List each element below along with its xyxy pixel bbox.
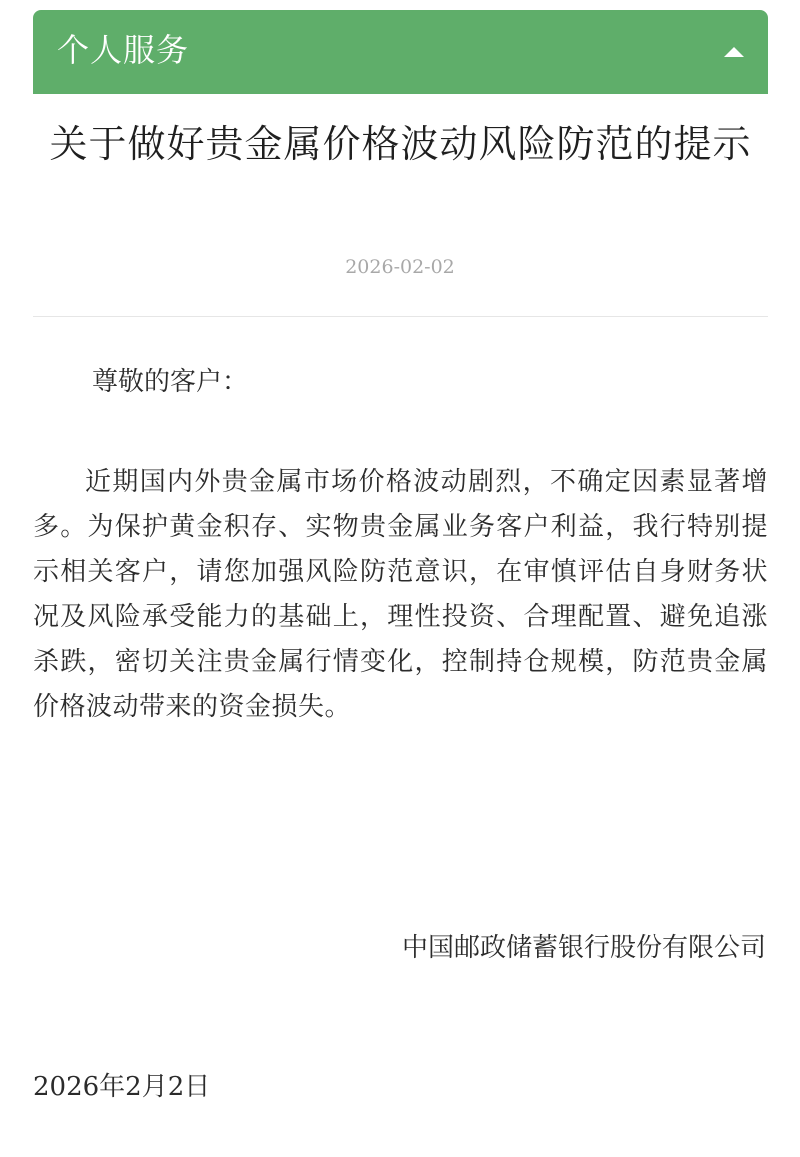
divider (33, 316, 768, 317)
sign-date: 2026年2月2日 (33, 1072, 211, 1102)
publish-date: 2026-02-02 (345, 256, 455, 278)
chevron-up-icon[interactable] (722, 44, 746, 60)
body-paragraph: 近期国内外贵金属市场价格波动剧烈，不确定因素显著增多。为保护黄金积存、实物贵金属业务客户利益，我行特别提示相关客户，请您加强风险防范意识，在审慎评估自身财务状况及风险承受能力的基础上，理性投资、合理配置、避免追涨杀跌，密切关注贵金属行情变化，控制持仓规模，防范贵金属价格波动带来的资金损失。 (33, 467, 768, 722)
article-title: 关于做好贵金属价格波动风险防范的提示 (49, 122, 752, 166)
section-header[interactable] (33, 10, 768, 94)
signature: 中国邮政储蓄银行股份有限公司 (401, 933, 766, 963)
salutation: 尊敬的客户： (92, 367, 249, 397)
section-title: 个人服务 (57, 31, 190, 69)
